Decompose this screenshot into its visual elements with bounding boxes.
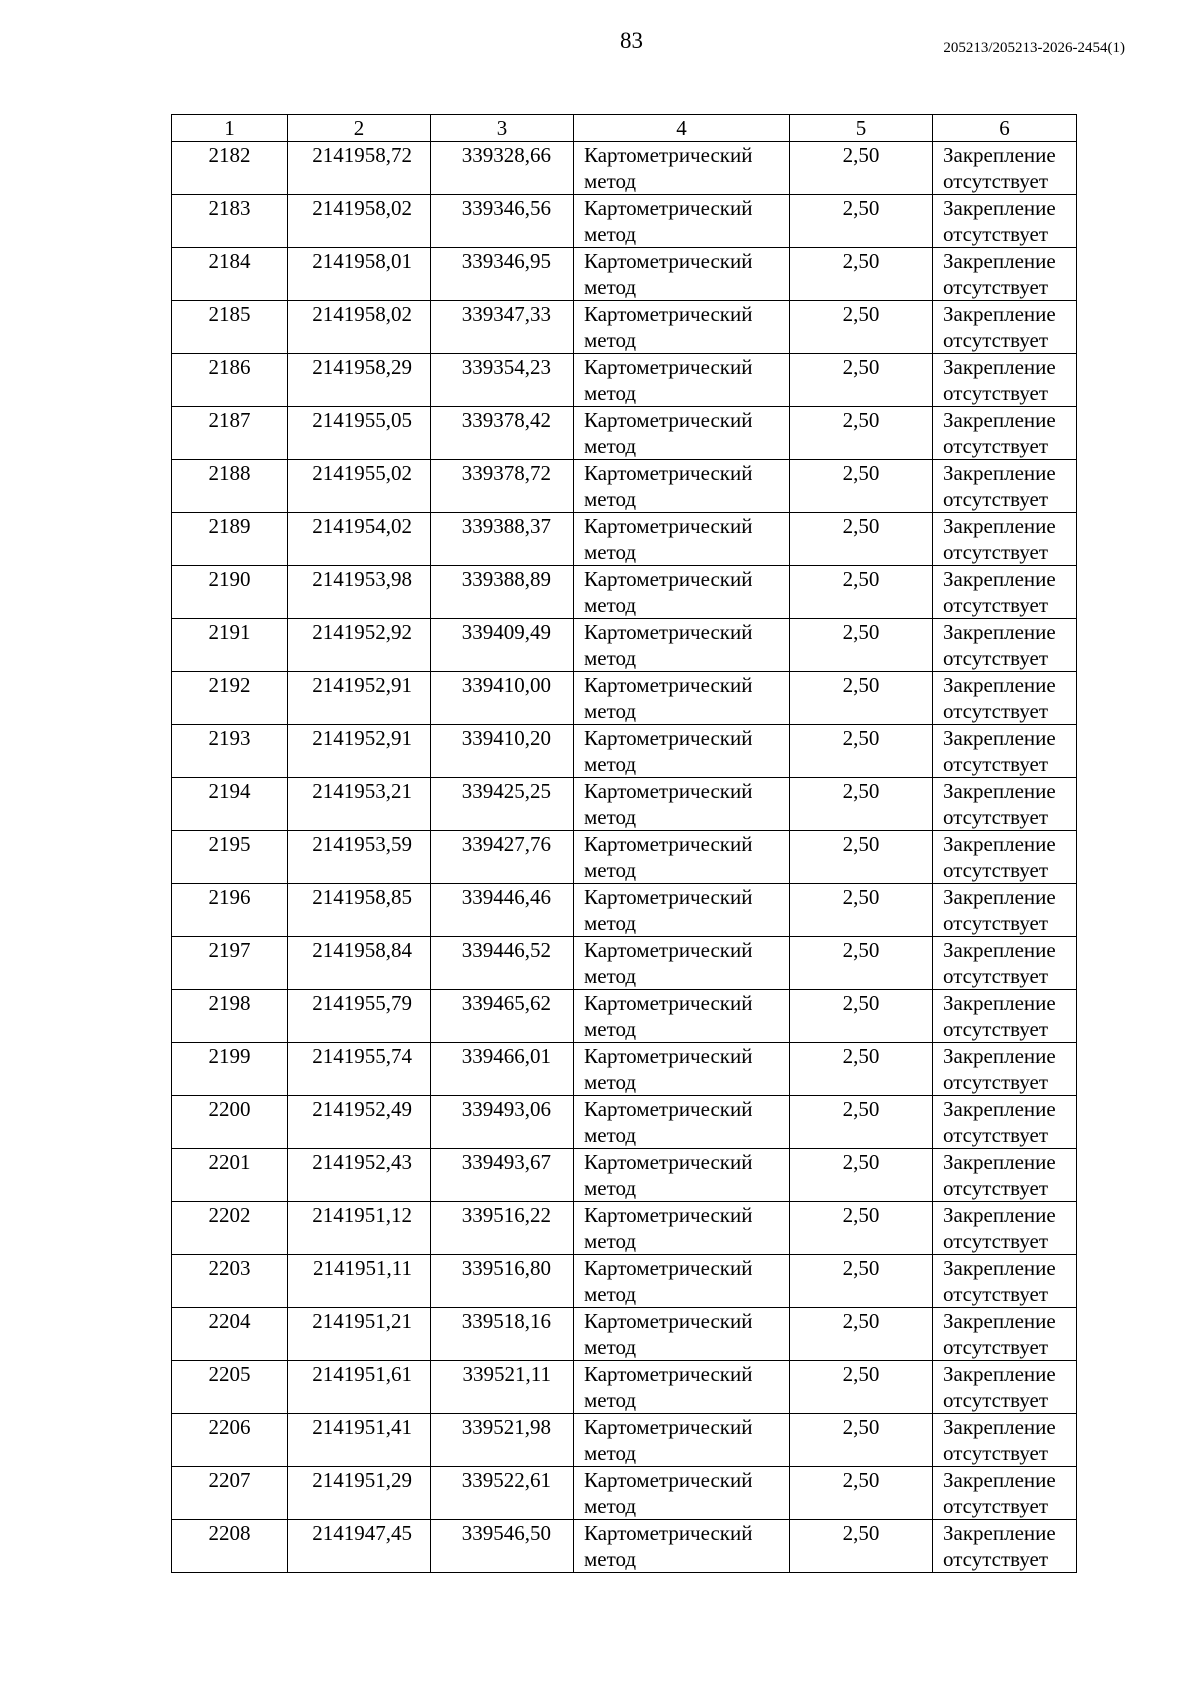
y-coordinate-cell: 339493,06: [431, 1096, 574, 1149]
y-coordinate-cell: 339388,37: [431, 513, 574, 566]
y-coordinate-cell: 339522,61: [431, 1467, 574, 1520]
y-coordinate-cell: 339466,01: [431, 1043, 574, 1096]
method-cell: Картометрический метод: [574, 1043, 790, 1096]
table-header-row: [172, 115, 1077, 142]
table-row: [172, 1520, 1077, 1573]
table-row: [172, 1467, 1077, 1520]
method-cell: Картометрический метод: [574, 1467, 790, 1520]
table-row: [172, 513, 1077, 566]
fixing-cell: Закрепление отсутствует: [933, 990, 1077, 1043]
point-number-cell: 2198: [172, 990, 288, 1043]
y-coordinate-cell: 339388,89: [431, 566, 574, 619]
method-cell: Картометрический метод: [574, 672, 790, 725]
column-header: 6: [933, 115, 1077, 142]
accuracy-cell: 2,50: [790, 1043, 933, 1096]
method-cell: Картометрический метод: [574, 778, 790, 831]
table-row: [172, 1414, 1077, 1467]
fixing-cell: Закрепление отсутствует: [933, 566, 1077, 619]
y-coordinate-cell: 339410,00: [431, 672, 574, 725]
x-coordinate-cell: 2141953,21: [288, 778, 431, 831]
y-coordinate-cell: 339521,11: [431, 1361, 574, 1414]
accuracy-cell: 2,50: [790, 831, 933, 884]
fixing-cell: Закрепление отсутствует: [933, 460, 1077, 513]
point-number-cell: 2183: [172, 195, 288, 248]
y-coordinate-cell: 339518,16: [431, 1308, 574, 1361]
y-coordinate-cell: 339493,67: [431, 1149, 574, 1202]
method-cell: Картометрический метод: [574, 1255, 790, 1308]
table-row: [172, 725, 1077, 778]
fixing-cell: Закрепление отсутствует: [933, 248, 1077, 301]
y-coordinate-cell: 339346,95: [431, 248, 574, 301]
accuracy-cell: 2,50: [790, 1096, 933, 1149]
table-row: [172, 1361, 1077, 1414]
table-row: [172, 248, 1077, 301]
x-coordinate-cell: 2141952,49: [288, 1096, 431, 1149]
point-number-cell: 2208: [172, 1520, 288, 1573]
fixing-cell: Закрепление отсутствует: [933, 831, 1077, 884]
fixing-cell: Закрепление отсутствует: [933, 672, 1077, 725]
accuracy-cell: 2,50: [790, 1202, 933, 1255]
y-coordinate-cell: 339409,49: [431, 619, 574, 672]
x-coordinate-cell: 2141958,84: [288, 937, 431, 990]
x-coordinate-cell: 2141951,12: [288, 1202, 431, 1255]
method-cell: Картометрический метод: [574, 1308, 790, 1361]
column-header: 5: [790, 115, 933, 142]
y-coordinate-cell: 339446,52: [431, 937, 574, 990]
table-row: [172, 831, 1077, 884]
method-cell: Картометрический метод: [574, 407, 790, 460]
fixing-cell: Закрепление отсутствует: [933, 1308, 1077, 1361]
table-row: [172, 460, 1077, 513]
x-coordinate-cell: 2141958,29: [288, 354, 431, 407]
point-number-cell: 2205: [172, 1361, 288, 1414]
column-header: 3: [431, 115, 574, 142]
point-number-cell: 2207: [172, 1467, 288, 1520]
column-header: 2: [288, 115, 431, 142]
table-row: [172, 1096, 1077, 1149]
point-number-cell: 2189: [172, 513, 288, 566]
x-coordinate-cell: 2141958,02: [288, 195, 431, 248]
x-coordinate-cell: 2141951,21: [288, 1308, 431, 1361]
accuracy-cell: 2,50: [790, 990, 933, 1043]
fixing-cell: Закрепление отсутствует: [933, 884, 1077, 937]
accuracy-cell: 2,50: [790, 142, 933, 195]
fixing-cell: Закрепление отсутствует: [933, 1043, 1077, 1096]
fixing-cell: Закрепление отсутствует: [933, 619, 1077, 672]
y-coordinate-cell: 339354,23: [431, 354, 574, 407]
x-coordinate-cell: 2141954,02: [288, 513, 431, 566]
y-coordinate-cell: 339328,66: [431, 142, 574, 195]
table-row: [172, 884, 1077, 937]
fixing-cell: Закрепление отсутствует: [933, 1202, 1077, 1255]
point-number-cell: 2200: [172, 1096, 288, 1149]
x-coordinate-cell: 2141952,92: [288, 619, 431, 672]
x-coordinate-cell: 2141953,59: [288, 831, 431, 884]
method-cell: Картометрический метод: [574, 1096, 790, 1149]
x-coordinate-cell: 2141955,05: [288, 407, 431, 460]
fixing-cell: Закрепление отсутствует: [933, 513, 1077, 566]
x-coordinate-cell: 2141951,29: [288, 1467, 431, 1520]
x-coordinate-cell: 2141955,79: [288, 990, 431, 1043]
y-coordinate-cell: 339410,20: [431, 725, 574, 778]
accuracy-cell: 2,50: [790, 1467, 933, 1520]
x-coordinate-cell: 2141955,02: [288, 460, 431, 513]
method-cell: Картометрический метод: [574, 1361, 790, 1414]
accuracy-cell: 2,50: [790, 1414, 933, 1467]
y-coordinate-cell: 339521,98: [431, 1414, 574, 1467]
method-cell: Картометрический метод: [574, 1202, 790, 1255]
document-code: 205213/205213-2026-2454(1): [943, 40, 1125, 56]
x-coordinate-cell: 2141958,85: [288, 884, 431, 937]
point-number-cell: 2201: [172, 1149, 288, 1202]
fixing-cell: Закрепление отсутствует: [933, 1255, 1077, 1308]
point-number-cell: 2182: [172, 142, 288, 195]
accuracy-cell: 2,50: [790, 195, 933, 248]
table-row: [172, 778, 1077, 831]
accuracy-cell: 2,50: [790, 513, 933, 566]
accuracy-cell: 2,50: [790, 778, 933, 831]
table-row: [172, 354, 1077, 407]
method-cell: Картометрический метод: [574, 831, 790, 884]
method-cell: Картометрический метод: [574, 619, 790, 672]
table-row: [172, 142, 1077, 195]
x-coordinate-cell: 2141953,98: [288, 566, 431, 619]
x-coordinate-cell: 2141951,11: [288, 1255, 431, 1308]
method-cell: Картометрический метод: [574, 301, 790, 354]
method-cell: Картометрический метод: [574, 248, 790, 301]
x-coordinate-cell: 2141955,74: [288, 1043, 431, 1096]
point-number-cell: 2187: [172, 407, 288, 460]
point-number-cell: 2193: [172, 725, 288, 778]
x-coordinate-cell: 2141952,91: [288, 672, 431, 725]
method-cell: Картометрический метод: [574, 990, 790, 1043]
fixing-cell: Закрепление отсутствует: [933, 1096, 1077, 1149]
y-coordinate-cell: 339516,80: [431, 1255, 574, 1308]
table-row: [172, 1043, 1077, 1096]
accuracy-cell: 2,50: [790, 566, 933, 619]
fixing-cell: Закрепление отсутствует: [933, 1467, 1077, 1520]
point-number-cell: 2202: [172, 1202, 288, 1255]
x-coordinate-cell: 2141958,02: [288, 301, 431, 354]
point-number-cell: 2184: [172, 248, 288, 301]
point-number-cell: 2204: [172, 1308, 288, 1361]
table-row: [172, 407, 1077, 460]
point-number-cell: 2196: [172, 884, 288, 937]
y-coordinate-cell: 339378,42: [431, 407, 574, 460]
accuracy-cell: 2,50: [790, 1361, 933, 1414]
column-header: 1: [172, 115, 288, 142]
point-number-cell: 2191: [172, 619, 288, 672]
method-cell: Картометрический метод: [574, 354, 790, 407]
x-coordinate-cell: 2141952,91: [288, 725, 431, 778]
method-cell: Картометрический метод: [574, 884, 790, 937]
accuracy-cell: 2,50: [790, 884, 933, 937]
table-row: [172, 1308, 1077, 1361]
accuracy-cell: 2,50: [790, 1149, 933, 1202]
x-coordinate-cell: 2141947,45: [288, 1520, 431, 1573]
method-cell: Картометрический метод: [574, 937, 790, 990]
coordinates-table: [171, 114, 1077, 1573]
point-number-cell: 2188: [172, 460, 288, 513]
y-coordinate-cell: 339346,56: [431, 195, 574, 248]
accuracy-cell: 2,50: [790, 460, 933, 513]
y-coordinate-cell: 339546,50: [431, 1520, 574, 1573]
point-number-cell: 2186: [172, 354, 288, 407]
x-coordinate-cell: 2141951,41: [288, 1414, 431, 1467]
fixing-cell: Закрепление отсутствует: [933, 937, 1077, 990]
column-header: 4: [574, 115, 790, 142]
table-row: [172, 195, 1077, 248]
point-number-cell: 2192: [172, 672, 288, 725]
fixing-cell: Закрепление отсутствует: [933, 1149, 1077, 1202]
fixing-cell: Закрепление отсутствует: [933, 142, 1077, 195]
x-coordinate-cell: 2141951,61: [288, 1361, 431, 1414]
fixing-cell: Закрепление отсутствует: [933, 725, 1077, 778]
y-coordinate-cell: 339516,22: [431, 1202, 574, 1255]
point-number-cell: 2197: [172, 937, 288, 990]
table-row: [172, 301, 1077, 354]
method-cell: Картометрический метод: [574, 195, 790, 248]
method-cell: Картометрический метод: [574, 513, 790, 566]
y-coordinate-cell: 339347,33: [431, 301, 574, 354]
method-cell: Картометрический метод: [574, 566, 790, 619]
table-row: [172, 672, 1077, 725]
fixing-cell: Закрепление отсутствует: [933, 354, 1077, 407]
method-cell: Картометрический метод: [574, 1414, 790, 1467]
fixing-cell: Закрепление отсутствует: [933, 301, 1077, 354]
y-coordinate-cell: 339378,72: [431, 460, 574, 513]
table-row: [172, 1255, 1077, 1308]
y-coordinate-cell: 339425,25: [431, 778, 574, 831]
y-coordinate-cell: 339427,76: [431, 831, 574, 884]
point-number-cell: 2194: [172, 778, 288, 831]
fixing-cell: Закрепление отсутствует: [933, 778, 1077, 831]
method-cell: Картометрический метод: [574, 1520, 790, 1573]
table-row: [172, 937, 1077, 990]
table-row: [172, 1149, 1077, 1202]
fixing-cell: Закрепление отсутствует: [933, 1520, 1077, 1573]
method-cell: Картометрический метод: [574, 460, 790, 513]
point-number-cell: 2190: [172, 566, 288, 619]
fixing-cell: Закрепление отсутствует: [933, 195, 1077, 248]
table-row: [172, 566, 1077, 619]
y-coordinate-cell: 339446,46: [431, 884, 574, 937]
table-row: [172, 1202, 1077, 1255]
page-number: 83: [620, 28, 643, 53]
accuracy-cell: 2,50: [790, 725, 933, 778]
accuracy-cell: 2,50: [790, 407, 933, 460]
accuracy-cell: 2,50: [790, 937, 933, 990]
method-cell: Картометрический метод: [574, 725, 790, 778]
fixing-cell: Закрепление отсутствует: [933, 407, 1077, 460]
point-number-cell: 2199: [172, 1043, 288, 1096]
accuracy-cell: 2,50: [790, 619, 933, 672]
fixing-cell: Закрепление отсутствует: [933, 1361, 1077, 1414]
x-coordinate-cell: 2141958,72: [288, 142, 431, 195]
x-coordinate-cell: 2141952,43: [288, 1149, 431, 1202]
point-number-cell: 2203: [172, 1255, 288, 1308]
accuracy-cell: 2,50: [790, 672, 933, 725]
accuracy-cell: 2,50: [790, 354, 933, 407]
accuracy-cell: 2,50: [790, 248, 933, 301]
point-number-cell: 2185: [172, 301, 288, 354]
table-row: [172, 619, 1077, 672]
accuracy-cell: 2,50: [790, 1255, 933, 1308]
point-number-cell: 2206: [172, 1414, 288, 1467]
method-cell: Картометрический метод: [574, 1149, 790, 1202]
y-coordinate-cell: 339465,62: [431, 990, 574, 1043]
accuracy-cell: 2,50: [790, 1520, 933, 1573]
point-number-cell: 2195: [172, 831, 288, 884]
x-coordinate-cell: 2141958,01: [288, 248, 431, 301]
accuracy-cell: 2,50: [790, 301, 933, 354]
fixing-cell: Закрепление отсутствует: [933, 1414, 1077, 1467]
table-row: [172, 990, 1077, 1043]
accuracy-cell: 2,50: [790, 1308, 933, 1361]
method-cell: Картометрический метод: [574, 142, 790, 195]
